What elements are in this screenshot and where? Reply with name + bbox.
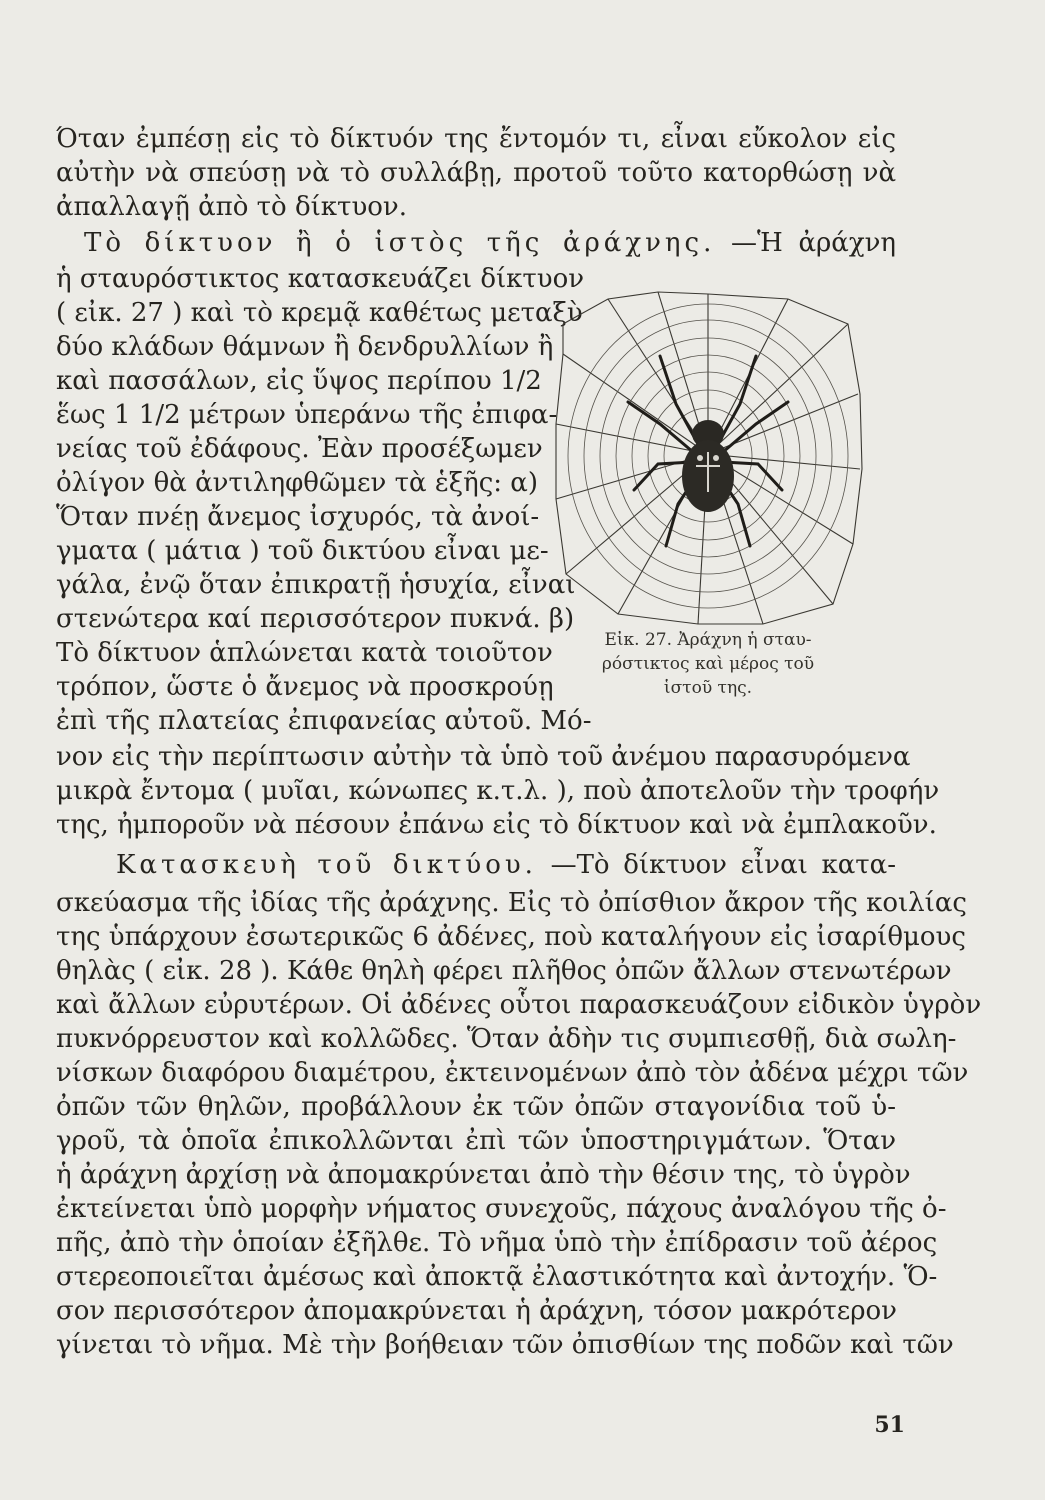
text-line: Ὅταν πνέῃ ἄνεμος ἰσχυρός, τὰ ἀνοί- — [56, 502, 540, 532]
text-line: γίνεται τὸ νῆμα. Μὲ τὴν βοήθειαν τῶν ὀπισθίων της ποδῶν καὶ τῶν — [56, 1330, 954, 1360]
figure-caption-line: ρόστικτος καὶ μέρος τοῦ — [601, 654, 815, 674]
text-line: θηλὰς ( εἰκ. 28 ). Κάθε θηλὴ φέρει πλῆθος ὀπῶν ἄλλων στενωτέρων — [56, 956, 952, 986]
text-line: ( εἰκ. 27 ) καὶ τὸ κρεμᾷ καθέτως μεταξὺ — [56, 298, 583, 328]
text-line: καὶ πασσάλων, εἰς ὕψος περίπου 1/2 — [56, 366, 542, 396]
section-heading: Τὸ δίκτυον ἢ ὁ ἱστὸς τῆς ἀράχνης. — [84, 228, 716, 258]
text-line: της, ἠμποροῦν νὰ πέσουν ἐπάνω εἰς τὸ δίκτυον καὶ νὰ ἐμπλακοῦν. — [56, 810, 937, 840]
text-line: της ὑπάρχουν ἐσωτερικῶς 6 ἀδένες, ποὺ καταλήγουν εἰς ἰσαρίθμους — [56, 922, 966, 952]
text-line: σκεύασμα τῆς ἰδίας τῆς ἀράχνης. Εἰς τὸ ὀπίσθιον ἄκρον τῆς κοιλίας — [56, 888, 967, 918]
text-line: μικρὰ ἔντομα ( μυῖαι, κώνωπες κ.τ.λ. ), ποὺ ἀποτελοῦν τὴν τροφήν — [56, 776, 940, 806]
text-line: πυκνόρρευστον καὶ κολλῶδες. Ὅταν ἀδὴν τις συμπιεσθῇ, διὰ σωλη- — [56, 1024, 957, 1054]
text-line: ἕως 1 1/2 μέτρων ὑπεράνω τῆς ἐπιφα- — [56, 400, 558, 430]
text-line: πῆς, ἀπὸ τὴν ὁποίαν ἐξῆλθε. Τὸ νῆμα ὑπὸ τὴν ἐπίδρασιν τοῦ ἀέρος — [56, 1228, 938, 1258]
text-line: νίσκων διαφόρου διαμέτρου, ἐκτεινομένων ἀπὸ τὸν ἀδένα μέχρι τῶν — [56, 1058, 969, 1088]
section-heading-line — [56, 226, 896, 260]
text-line: στενώτερα καί περισσότερον πυκνά. β) — [56, 604, 575, 634]
text-line: τρόπον, ὥστε ὁ ἄνεμος νὰ προσκρούῃ — [56, 672, 554, 702]
figure-caption-line: Εἰκ. 27. Ἀράχνη ἡ σταυ- — [604, 630, 812, 650]
section-heading-line — [56, 848, 896, 882]
text-line: ἀπαλλαγῇ ἀπὸ τὸ δίκτυον. — [56, 192, 407, 222]
text-line: αὐτὴν νὰ σπεύσῃ νὰ τὸ συλλάβῃ, προτοῦ τοῦτο κατορθώσῃ νὰ — [56, 158, 896, 188]
text-line: ὀπῶν τῶν θηλῶν, προβάλλουν ἐκ τῶν ὀπῶν σταγονίδια τοῦ ὑ- — [56, 1092, 896, 1122]
text-line: ἡ σταυρόστικτος κατασκευάζει δίκτυον — [56, 264, 585, 294]
text-line: γροῦ, τὰ ὁποῖα ἐπικολλῶνται ἐπὶ τῶν ὑποστηριγμάτων. Ὅταν — [56, 1126, 896, 1156]
text-line: νείας τοῦ ἐδάφους. Ἐὰν προσέξωμεν — [56, 434, 543, 464]
text-line: καὶ ἄλλων εὐρυτέρων. Οἱ ἀδένες οὗτοι παρασκευάζουν εἰδικὸν ὑγρὸν — [56, 990, 982, 1020]
heading-line-rest: —Τὸ δίκτυον εἶναι κατα- — [550, 850, 897, 880]
text-line: ἐπὶ τῆς πλατείας ἐπιφανείας αὐτοῦ. Μό- — [56, 706, 592, 736]
heading-line-rest: —Ἡ ἀράχνη — [731, 228, 896, 258]
page-number: 51 — [874, 1412, 905, 1438]
text-line: στερεοποιεῖται ἀμέσως καὶ ἀποκτᾷ ἐλαστικότητα καὶ ἀντοχήν. Ὅ- — [56, 1262, 938, 1292]
text-line: ἐκτείνεται ὑπὸ μορφὴν νήματος συνεχοῦς, πάχους ἀναλόγου τῆς ὀ- — [56, 1194, 947, 1224]
text-line: Όταν ἐμπέσῃ εἰς τὸ δίκτυόν της ἔντομόν τι, εἶναι εὔκολον εἰς — [56, 124, 896, 154]
text-line: ὀλίγον θὰ ἀντιληφθῶμεν τὰ ἑξῆς: α) — [56, 468, 538, 498]
text-line: γάλα, ἐνῷ ὅταν ἐπικρατῇ ἡσυχία, εἶναι — [56, 570, 576, 600]
text-line: νον εἰς τὴν περίπτωσιν αὐτὴν τὰ ὑπὸ τοῦ ἀνέμου παρασυρόμενα — [56, 742, 911, 772]
text-line: σον περισσότερον ἀπομακρύνεται ἡ ἀράχνη, τόσον μακρότερον — [56, 1296, 897, 1326]
figure-caption-line: ἱστοῦ της. — [663, 678, 753, 698]
text-line: Τὸ δίκτυον ἁπλώνεται κατὰ τοιοῦτον — [56, 638, 553, 668]
spider-web-illustration — [548, 284, 868, 629]
text-line: δύο κλάδων θάμνων ἢ δενδρυλλίων ἢ — [56, 332, 554, 362]
section-heading: Κατασκευὴ τοῦ δικτύου. — [116, 850, 537, 880]
text-line: ἡ ἀράχνη ἀρχίσῃ νὰ ἀπομακρύνεται ἀπὸ τὴν θέσιν της, τὸ ὑγρὸν — [56, 1160, 911, 1190]
text-line: γματα ( μάτια ) τοῦ δικτύου εἶναι με- — [56, 536, 549, 566]
